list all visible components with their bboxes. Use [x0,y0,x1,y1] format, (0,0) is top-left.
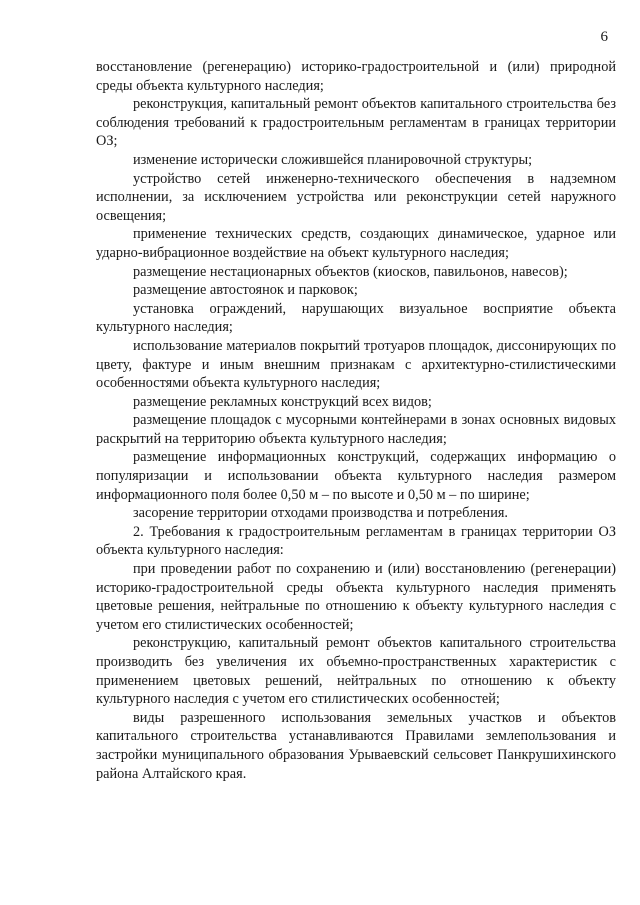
document-body [96,58,616,783]
paragraph-waste-containers: размещение площадок с мусорными контейнерами в зонах основных видовых раскрытий на территорию объекта культурного наследия; [96,412,616,447]
page-number: 6 [600,29,608,45]
paragraph-parking: размещение автостоянок и парковок; [133,282,358,299]
paragraph-section-2-heading: 2. Требования к градостроительным регламентам в границах территории ОЗ объекта культурного наследия: [96,523,616,559]
paragraph-restoration: восстановление (регенерацию) историко-градостроительной и (или) природной среды объекта культурного наследия; [96,59,616,94]
paragraph-fences: установка ограждений, нарушающих визуальное восприятие объекта культурного наследия; [96,300,616,336]
paragraph-permitted-use: виды разрешенного использования земельных участков и объектов капитального строительства устанавливаются Правилами землепользования и застройки муниципального образования Урываевский сельсовет Панкрушихинского района Алтайского края. [96,709,616,782]
paragraph-color-solutions: при проведении работ по сохранению и (или) восстановлению (регенерации) историко-градостроительной среды объекта культурного наследия применять цветовые решения, нейтральные по отношению к объекту культурного наследия с учетом его стилистических особенностей; [96,561,616,633]
paragraph-advertising: размещение рекламных конструкций всех видов; [133,393,432,410]
paragraph-information-structures: размещение информационных конструкций, содержащих информацию о популяризации и использовании объекта культурного наследия размером информационного поля более 0,50 м – по высоте и 0,50 м – по ширине; [96,449,616,503]
paragraph-reconstruction-ban: реконструкция, капитальный ремонт объектов капитального строительства без соблюдения требований к градостроительным регламентам в границах территории ОЗ; [96,96,616,150]
paragraph-engineering-networks: устройство сетей инженерно-технического обеспечения в надземном исполнении, за исключением устройства или реконструкции сетей наружного освещения; [96,170,616,224]
paragraph-planning-structure: изменение исторически сложившейся планировочной структуры; [133,151,533,168]
paragraph-technical-means: применение технических средств, создающих динамическое, ударное или ударно-вибрационное воздействие на объект культурного наследия; [96,226,616,261]
paragraph-temporary-objects: размещение нестационарных объектов (киосков, павильонов, навесов); [133,263,568,280]
paragraph-reconstruction-requirements: реконструкцию, капитальный ремонт объектов капитального строительства производить без увеличения их объемно-пространственных характеристик с применением цветовых решений, нейтральных по отношению к объекту культурного наследия с учетом его стилистических особенностей; [96,635,616,708]
paragraph-littering: засорение территории отходами производства и потребления. [133,505,509,522]
paragraph-pavement-materials: использование материалов покрытий тротуаров площадок, диссонирующих по цвету, фактуре и иным внешним признакам с архитектурно-стилистическими особенностями объекта культурного наследия; [96,337,616,392]
